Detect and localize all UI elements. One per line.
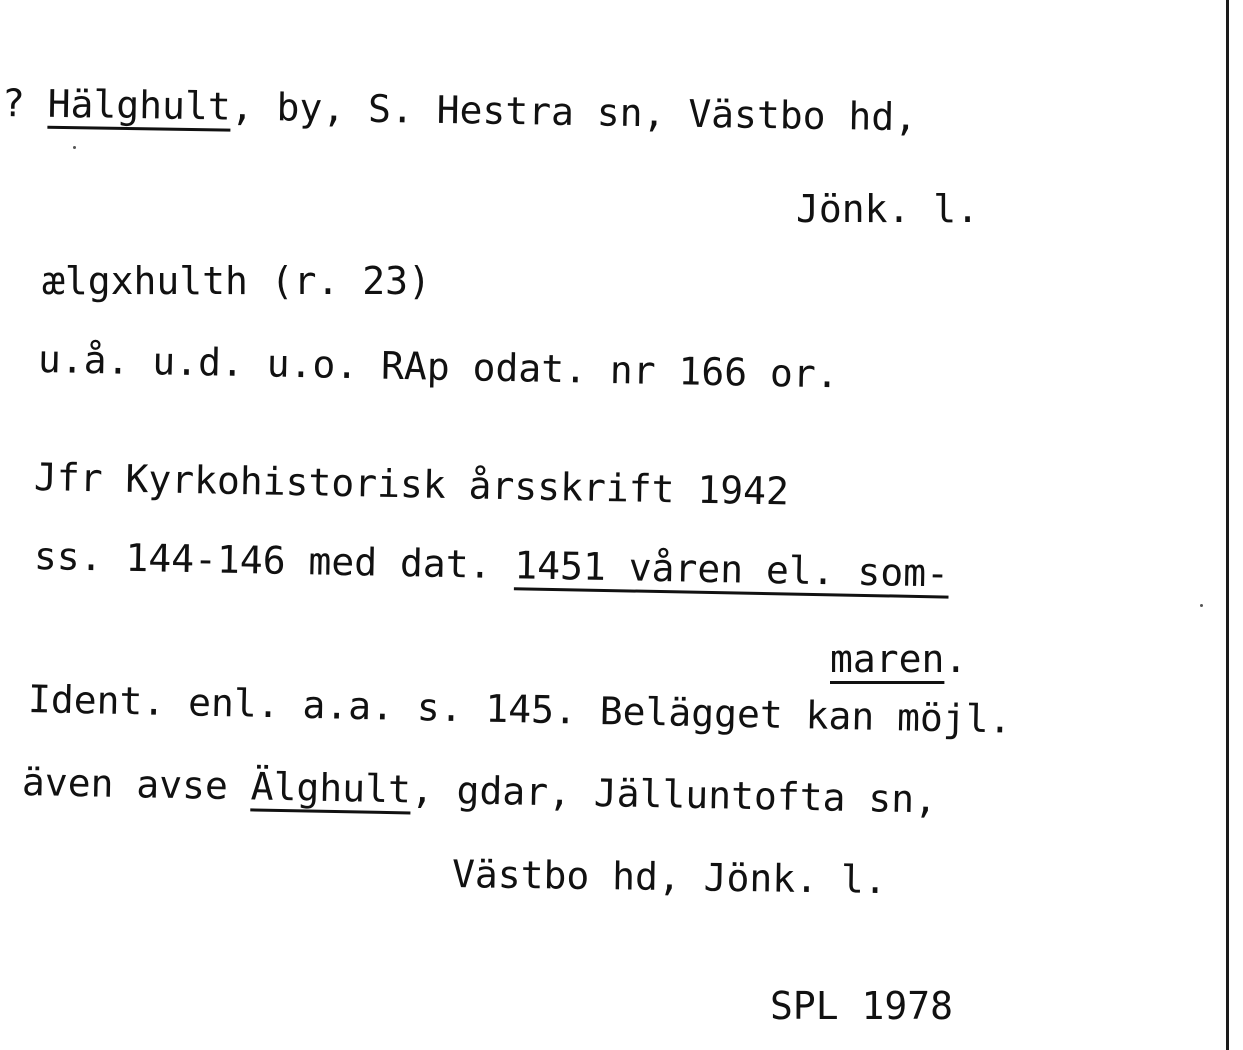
identification-line: Ident. enl. a.a. s. 145. Belägget kan möjl. <box>27 677 1013 742</box>
date-continuation-line <box>830 637 968 681</box>
date-text: 1451 våren el. som- <box>513 543 950 596</box>
reference-line: Jfr Kyrkohistorisk årsskrift 1942 <box>33 455 790 514</box>
source-line: u.å. u.d. u.o. RAp odat. nr 166 or. <box>37 337 840 397</box>
pages-date-line <box>33 534 950 596</box>
scan-speck <box>73 146 76 149</box>
alternative-rest: , gdar, Jälluntofta sn, <box>410 767 938 822</box>
date-period: . <box>944 637 968 681</box>
alternative-place-name: Älghult <box>250 764 412 812</box>
old-form-line: ælgxhulth (r. 23) <box>42 259 431 303</box>
alternative-line <box>21 760 938 822</box>
scan-speck <box>1200 604 1203 607</box>
place-description: , by, S. Hestra sn, Västbo hd, <box>230 84 918 140</box>
county-line: Jönk. l. <box>796 187 980 231</box>
card-right-edge <box>1226 0 1229 1050</box>
signature: SPL 1978 <box>770 984 954 1028</box>
entry-heading-line <box>1 81 918 140</box>
alternative-location-line: Västbo hd, Jönk. l. <box>451 852 887 903</box>
date-continuation: maren <box>830 637 945 681</box>
pages-text: ss. 144-146 med dat. <box>33 534 515 588</box>
uncertain-mark: ? <box>1 81 49 126</box>
alternative-pre: även avse <box>21 760 252 809</box>
place-name: Hälghult <box>47 81 232 129</box>
